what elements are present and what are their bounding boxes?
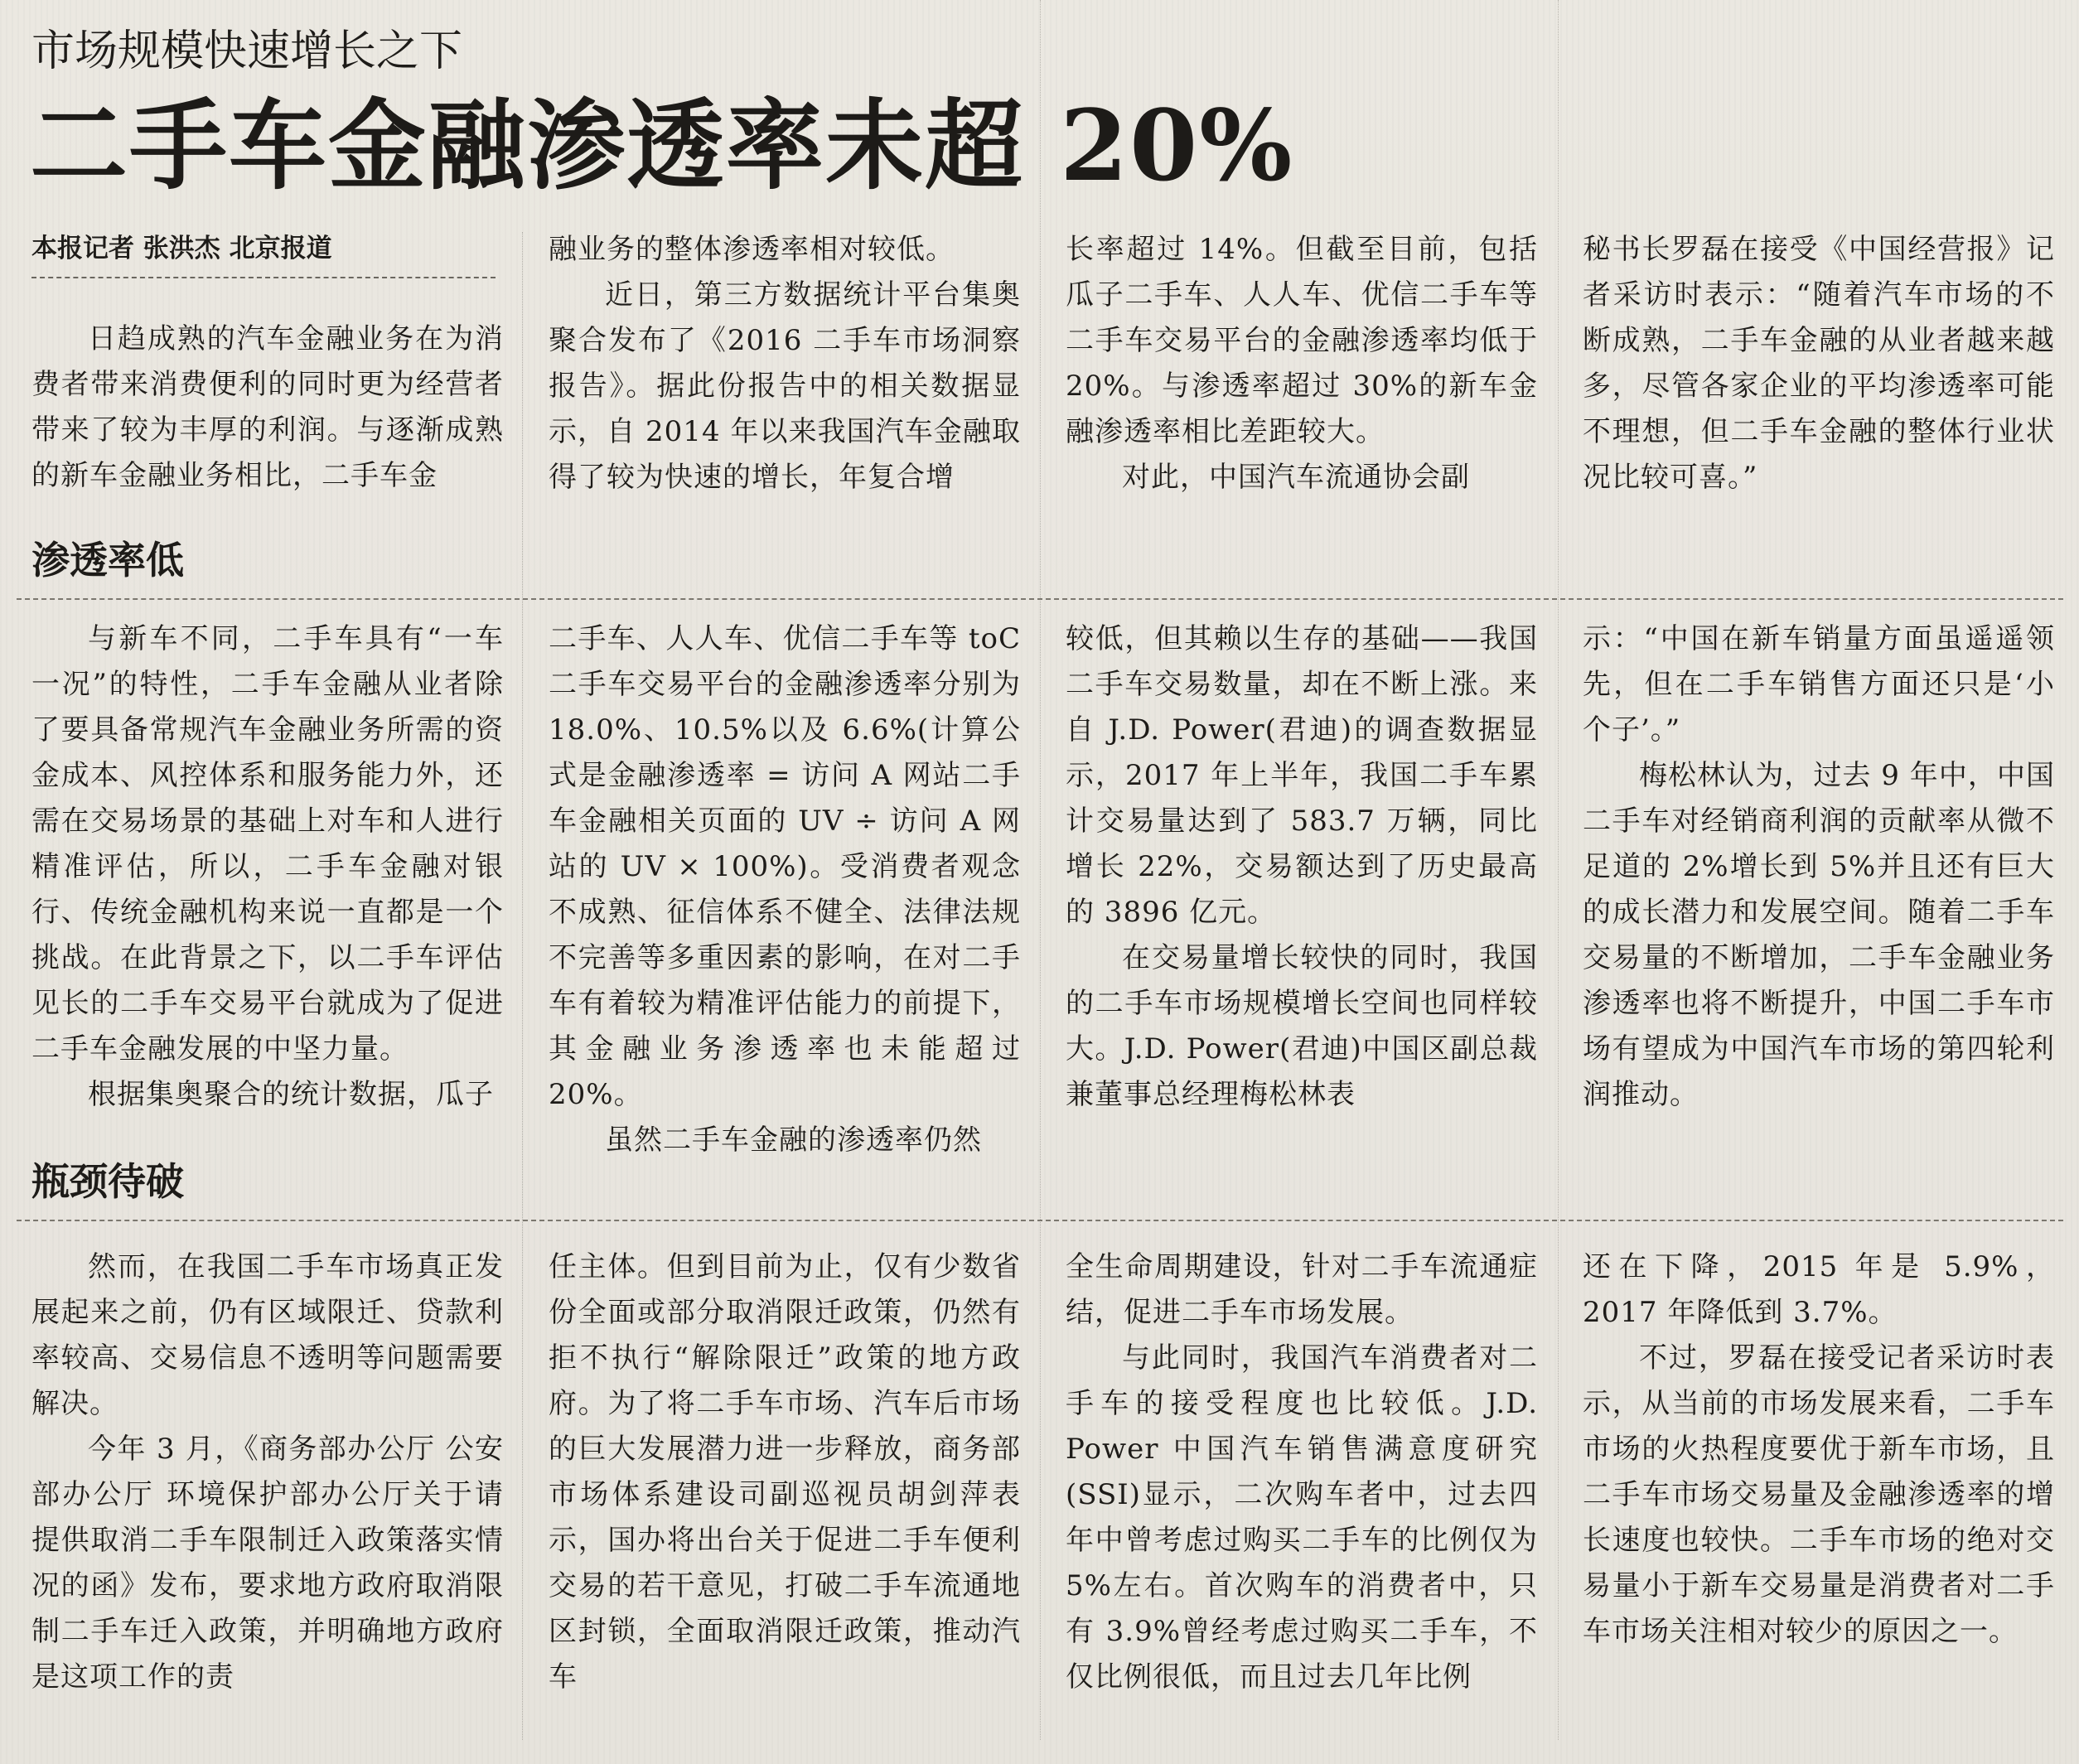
column-rule xyxy=(522,232,523,1740)
article-kicker: 市场规模快速增长之下 xyxy=(31,27,463,76)
paragraph: 不过，罗磊在接受记者采访时表示，从当前的市场发展来看，二手车市场的火热程度要优于新车市场，且二手车市场交易量及金融渗透率的增长速度也较快。二手车市场的绝对交易量小于新车交易量是消费者对二手车市场关注相对较少的原因之一。 xyxy=(1583,1341,2055,1648)
paragraph: 秘书长罗磊在接受《中国经营报》记者采访时表示：“随着汽车市场的不断成熟，二手车金融的从业者越来越多，尽管各家企业的平均渗透率可能不理想，但二手车金融的整体行业状况比较可喜。” xyxy=(1583,233,2055,494)
section-divider xyxy=(17,598,2063,600)
paragraph: 与新车不同，二手车具有“一车一况”的特性，二手车金融从业者除了要具备常规汽车金融业务所需的资金成本、风控体系和服务能力外，还需在交易场景的基础上对车和人进行精准评估，所以，二手车金融对银行、传统金融机构来说一直都是一个挑战。在此背景之下，以二手车评估见长的二手车交易平台就成为了促进二手车金融发展的中坚力量。 xyxy=(31,622,504,1066)
paragraph: 梅松林认为，过去 9 年中，中国二手车对经销商利润的贡献率从微不足道的 2%增长到 5%并且还有巨大的成长潜力和发展空间。随着二手车交易量的不断增加，二手车金融业务渗透率也将不断提升，中国二手车市场有望成为中国汽车市场的第四轮利润推动。 xyxy=(1583,759,2055,1111)
byline-rule xyxy=(31,277,496,278)
paragraph: 全生命周期建设，针对二手车流通症结，促进二手车市场发展。 xyxy=(1066,1250,1538,1329)
paragraph: 长率超过 14%。但截至目前，包括瓜子二手车、人人车、优信二手车等二手车交易平台的金融渗透率均低于 20%。与渗透率超过 30%的新车金融渗透率相比差距较大。 xyxy=(1066,233,1538,448)
column-rule xyxy=(1558,0,1559,1740)
paragraph: 然而，在我国二手车市场真正发展起来之前，仍有区域限迁、贷款利率较高、交易信息不透明等问题需要解决。 xyxy=(31,1250,504,1420)
section1-column-1 xyxy=(31,317,504,515)
paragraph: 在交易量增长较快的同时，我国的二手车市场规模增长空间也同样较大。J.D. Power(君迪)中国区副总裁兼董事总经理梅松林表 xyxy=(1066,941,1538,1111)
paragraph: 示：“中国在新车销量方面虽遥遥领先，但在二手车销售方面还只是‘小个子’。” xyxy=(1583,622,2055,747)
section2-column-4 xyxy=(1583,616,2055,1130)
section-subhead-penetration: 渗透率低 xyxy=(31,538,184,582)
paragraph: 任主体。但到目前为止，仅有少数省份全面或部分取消限迁政策，仍然有拒不执行“解除限迁”政策的地方政府。为了将二手车市场、汽车后市场的巨大发展潜力进一步释放，商务部市场体系建设司副巡视员胡剑萍表示，国办将出台关于促进二手车便利交易的若干意见，打破二手车流通地区封锁，全面取消限迁政策，推动汽车 xyxy=(549,1250,1021,1694)
paragraph: 根据集奥聚合的统计数据，瓜子 xyxy=(88,1078,494,1111)
paragraph: 还在下降，2015 年是 5.9%，2017 年降低到 3.7%。 xyxy=(1583,1250,2055,1329)
section3-column-1 xyxy=(31,1244,504,1742)
paragraph: 日趋成熟的汽车金融业务在为消费者带来消费便利的同时更为经营者带来了较为丰厚的利润。与逐渐成熟的新车金融业务相比，二手车金 xyxy=(31,322,504,492)
article-headline: 二手车金融渗透率未超 20% xyxy=(30,88,1294,203)
paragraph: 对此，中国汽车流通协会副 xyxy=(1122,461,1470,494)
section-subhead-bottleneck: 瓶颈待破 xyxy=(31,1159,184,1204)
section1-column-4 xyxy=(1583,227,2055,509)
paragraph: 二手车、人人车、优信二手车等 toC 二手车交易平台的金融渗透率分别为 18.0%、10.5%以及 6.6%(计算公式是金融渗透率 = 访问 A 网站二手车金融相关页面的 UV ÷ 访问 A 网站的 UV × 100%)。受消费者观念不成熟、征信体系不健全、法律法规不完善等多重因素的影响，在对二手车有着较为精准评估能力的前提下，其金融业务渗透率也未能超过 20%。 xyxy=(549,622,1021,1111)
section2-column-1 xyxy=(31,616,504,1130)
section1-column-3 xyxy=(1066,227,1538,509)
paragraph: 与此同时，我国汽车消费者对二手车的接受程度也比较低。J.D. Power 中国汽车销售满意度研究(SSI)显示，二次购车者中，过去四年中曾考虑过购买二手车的比例仅为 5%左右。首次购车的消费者中，只有 3.9%曾经考虑过购买二手车，不仅比例很低，而且过去几年比例 xyxy=(1066,1341,1538,1694)
section-divider xyxy=(17,1220,2063,1221)
section3-column-4 xyxy=(1583,1244,2055,1742)
paragraph: 今年 3 月，《商务部办公厅 公安部办公厅 环境保护部办公厅关于请提供取消二手车限制迁入政策落实情况的函》发布，要求地方政府取消限制二手车迁入政策，并明确地方政府是这项工作的责 xyxy=(31,1433,504,1694)
article-byline: 本报记者 张洪杰 北京报道 xyxy=(31,234,332,263)
paragraph: 近日，第三方数据统计平台集奥聚合发布了《2016 二手车市场洞察报告》。据此份报告中的相关数据显示，自 2014 年以来我国汽车金融取得了较为快速的增长，年复合增 xyxy=(549,278,1021,494)
section2-column-3 xyxy=(1066,616,1538,1130)
section2-column-2 xyxy=(549,616,1021,1157)
paragraph: 融业务的整体渗透率相对较低。 xyxy=(549,233,955,266)
paragraph: 较低，但其赖以生存的基础——我国二手车交易数量，却在不断上涨。来自 J.D. Power(君迪)的调查数据显示，2017 年上半年，我国二手车累计交易量达到了 583.7 万辆，同比增长 22%，交易额达到了历史最高的 3896 亿元。 xyxy=(1066,622,1538,929)
section3-column-3 xyxy=(1066,1244,1538,1742)
column-rule xyxy=(1040,0,1041,1740)
paragraph: 虽然二手车金融的渗透率仍然 xyxy=(605,1124,982,1157)
section1-column-2 xyxy=(549,227,1021,509)
section3-column-2 xyxy=(549,1244,1021,1742)
